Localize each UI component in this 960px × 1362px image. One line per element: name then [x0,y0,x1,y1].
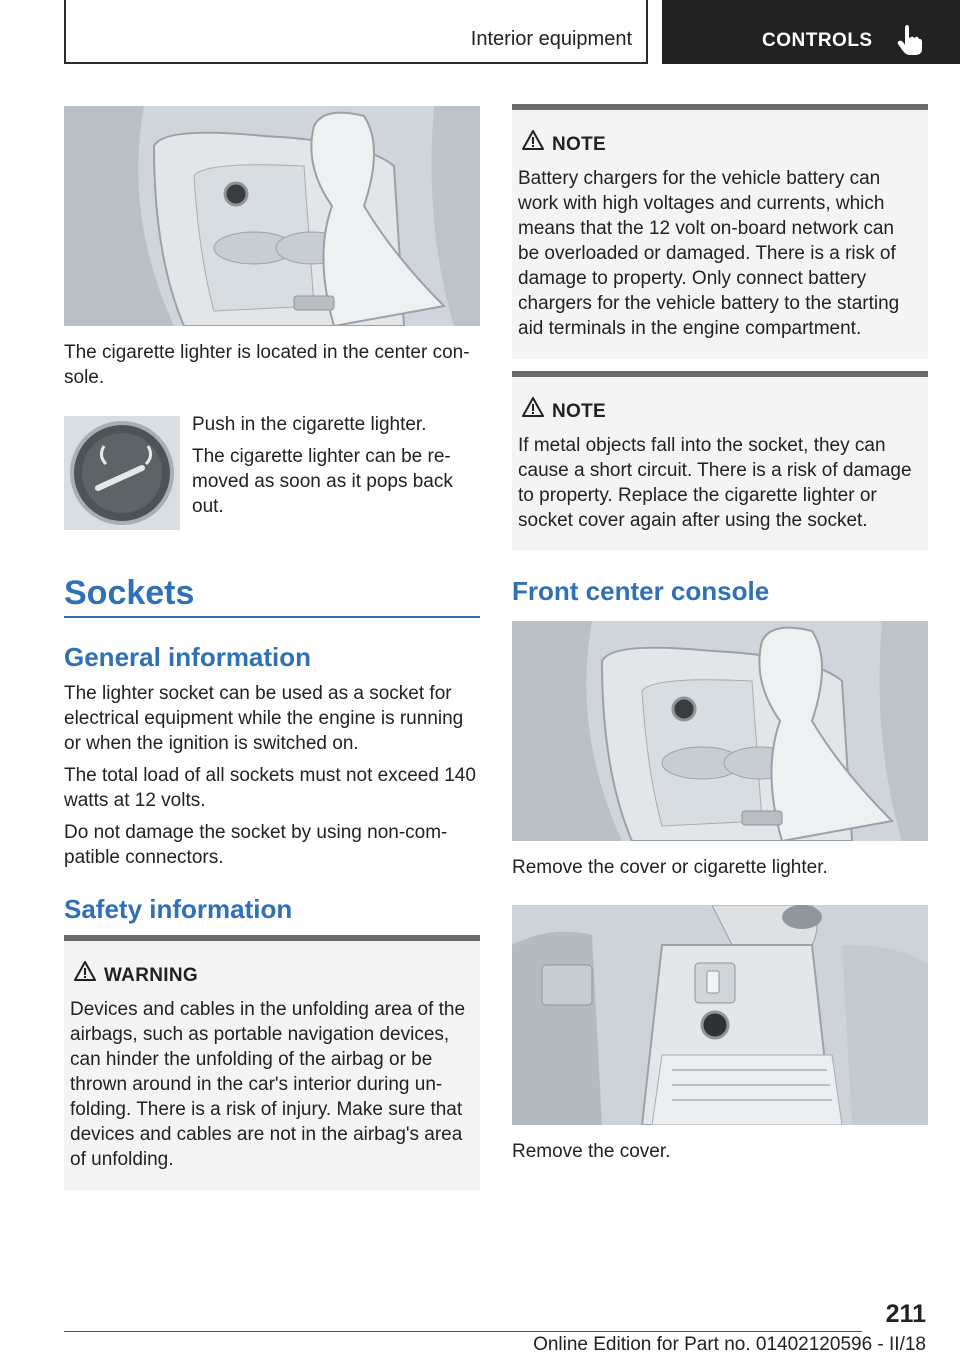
note-title: NOTE [552,134,606,155]
warning-triangle-icon [74,961,96,981]
note-box-metal-objects [512,371,928,550]
warning-body: Devices and cables in the unfolding area of the airbags, such as portable navigation devices, can hinder the unfolding of the airbag or be thrown around in the car's interior during un-folding. There is a risk of injury. Make sure that devices and cables are not in the airbag's area of unfolding. [70,999,466,1170]
header-section-box [64,0,648,64]
caption-rear-socket [512,1139,928,1171]
caption-rear-socket-text: Remove the cover. [512,1141,671,1162]
warning-triangle-icon [522,130,544,150]
note-title: NOTE [552,401,606,422]
lighter-steps [192,412,482,526]
warning-triangle-icon [522,397,544,417]
safety-information-heading: Safety information [64,894,293,924]
note-body: If metal objects fall into the socket, they can cause a short circuit. There is a risk of damage to property. Replace the cigarette lighter or socket cover again after using the socket. [518,435,912,531]
front-center-console-heading: Front center console [512,576,770,606]
footer-rule [64,1331,862,1332]
center-console-lighter-image [64,106,480,326]
footer-edition: Online Edition for Part no. 01402120596 - II/18 [533,1334,926,1355]
caption-console [64,340,480,397]
warning-box [64,935,480,1190]
note-body: Battery chargers for the vehicle battery can work with high voltages and currents, which means that the 12 volt on-board network can be overloaded or damaged. There is a risk of damage to property. Only connect battery chargers for the vehicle battery to the starting aid terminals in the engine compartment. [518,168,900,339]
lighter-step-1: Push in the cigarette lighter. [192,414,427,435]
caption-front-console [512,855,928,887]
header-chapter-tab [662,0,960,64]
sockets-heading: Sockets [64,574,195,612]
front-center-console-image [512,621,928,841]
general-paragraph-2: The total load of all sockets must not exceed 140 watts at 12 volts. [64,765,476,811]
page-number: 211 [885,1300,926,1328]
general-information-heading: General information [64,642,312,672]
header-chapter-label: CONTROLS [762,30,873,51]
general-paragraph-3: Do not damage the socket by using non-com-patible connectors. [64,822,448,868]
general-information-text [64,681,480,877]
sockets-heading-rule [64,616,480,618]
hand-pointer-icon [894,24,924,56]
rear-socket-image [512,905,928,1125]
header-section-title: Interior equipment [470,28,632,50]
lighter-step-2: The cigarette lighter can be re-moved as soon as it pops back out. [192,446,453,517]
note-box-battery [512,104,928,359]
warning-title: WARNING [104,965,198,986]
caption-front-console-text: Remove the cover or cigarette lighter. [512,857,828,878]
caption-console-text: The cigarette lighter is located in the center con-sole. [64,342,470,388]
cigarette-lighter-button-image [64,416,180,530]
general-paragraph-1: The lighter socket can be used as a socket for electrical equipment while the engine is running or when the ignition is switched on. [64,683,464,754]
